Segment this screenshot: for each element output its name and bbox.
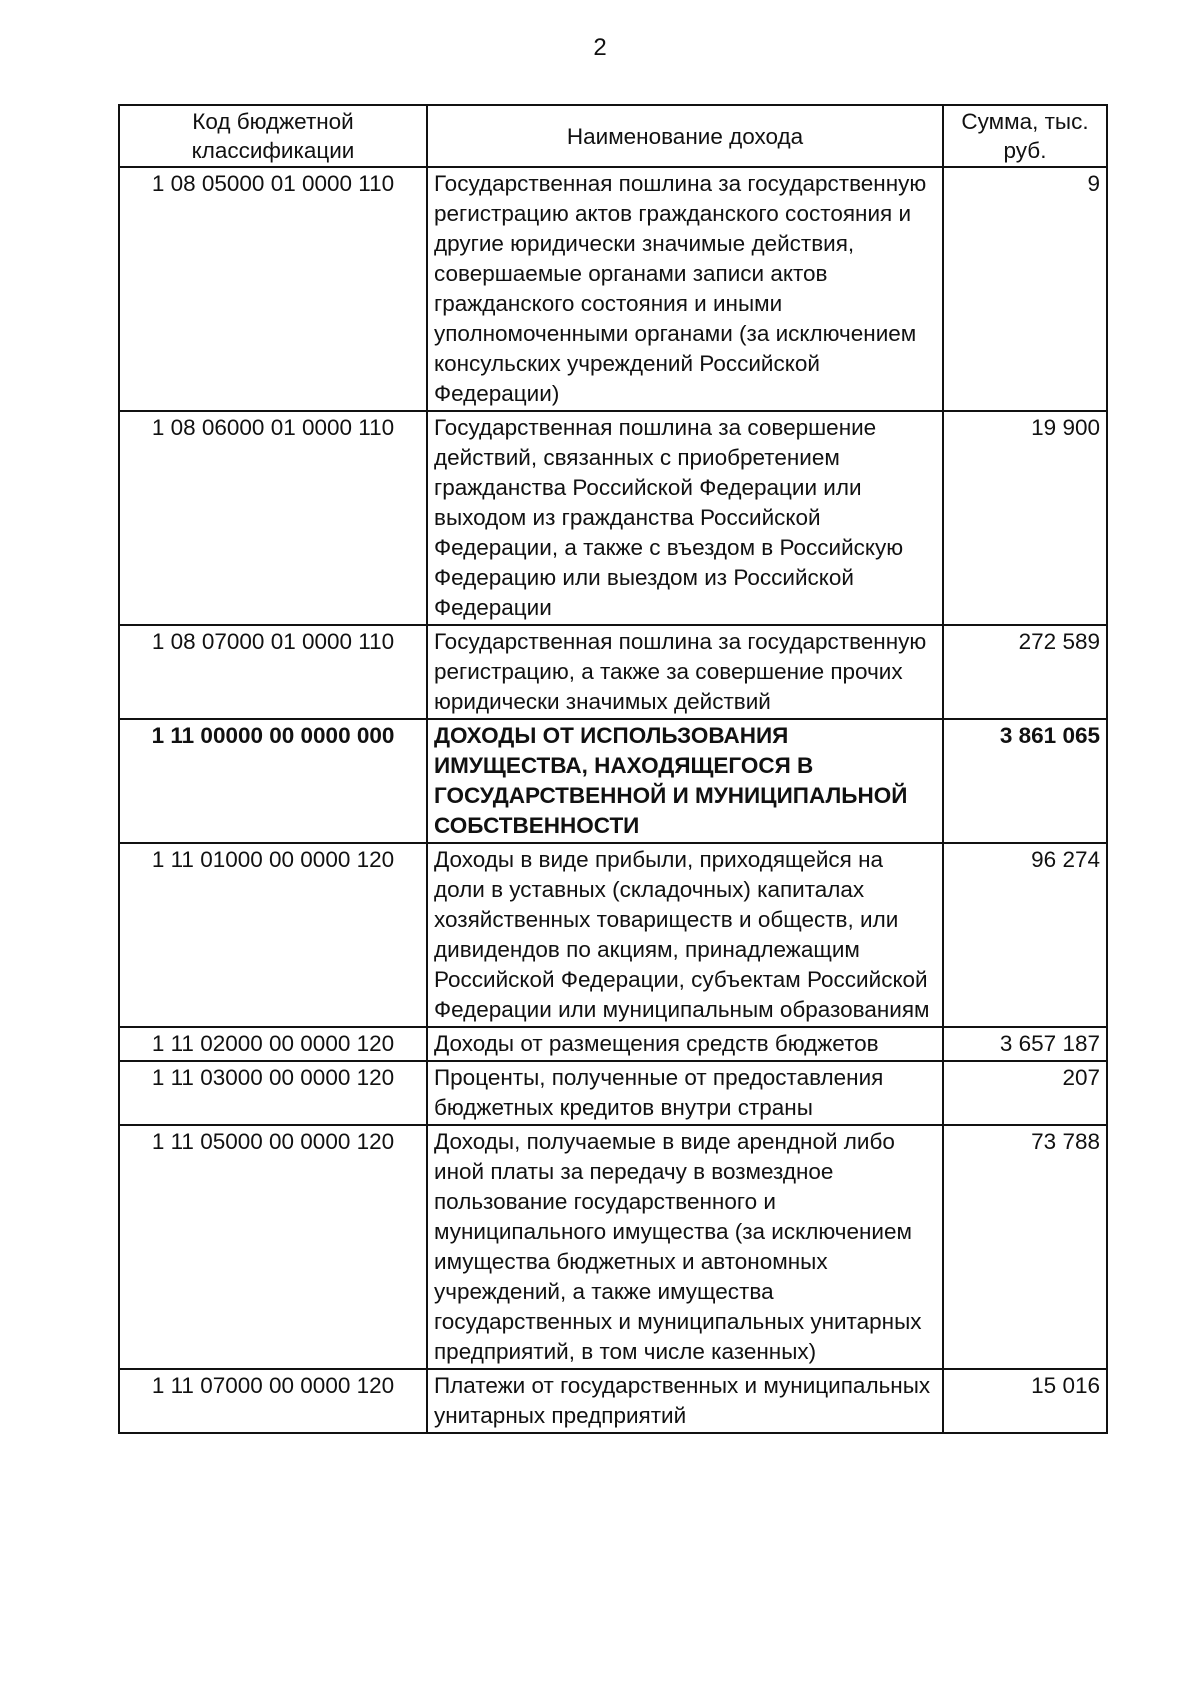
sum-cell: 96 274 — [943, 843, 1107, 1027]
code-cell: 1 11 00000 00 0000 000 — [119, 719, 427, 843]
table-row — [119, 1027, 1107, 1061]
sum-cell: 207 — [943, 1061, 1107, 1125]
name-cell: Государственная пошлина за государственную регистрацию актов гражданского состояния и другие юридически значимые действия, совершаемые органами записи актов гражданского состояния и иными уполномоченными органами (за исключением консульских учреждений Российской Федерации) — [427, 167, 943, 411]
page-number: 2 — [593, 34, 607, 61]
header-name: Наименование дохода — [427, 105, 943, 167]
table-body — [119, 167, 1107, 1433]
name-cell: Государственная пошлина за государственную регистрацию, а также за совершение прочих юридически значимых действий — [427, 625, 943, 719]
sum-cell: 3 861 065 — [943, 719, 1107, 843]
header-sum: Сумма, тыс. руб. — [943, 105, 1107, 167]
table-row — [119, 719, 1107, 843]
table-row — [119, 1369, 1107, 1433]
sum-cell: 73 788 — [943, 1125, 1107, 1369]
sum-cell: 3 657 187 — [943, 1027, 1107, 1061]
name-cell: Платежи от государственных и муниципальных унитарных предприятий — [427, 1369, 943, 1433]
table-row — [119, 843, 1107, 1027]
name-cell: Доходы, получаемые в виде арендной либо иной платы за передачу в возмездное пользование государственного и муниципального имущества (за исключением имущества бюджетных и автономных учреждений, а также имущества государственных и муниципальных унитарных предприятий, в том числе казенных) — [427, 1125, 943, 1369]
code-cell: 1 11 05000 00 0000 120 — [119, 1125, 427, 1369]
name-cell: ДОХОДЫ ОТ ИСПОЛЬЗОВАНИЯ ИМУЩЕСТВА, НАХОДЯЩЕГОСЯ В ГОСУДАРСТВЕННОЙ И МУНИЦИПАЛЬНОЙ СОБСТВЕННОСТИ — [427, 719, 943, 843]
code-cell: 1 08 06000 01 0000 110 — [119, 411, 427, 625]
table-row — [119, 411, 1107, 625]
table-row — [119, 167, 1107, 411]
name-cell: Государственная пошлина за совершение действий, связанных с приобретением гражданства Российской Федерации или выходом из гражданства Российской Федерации, а также с въездом в Российскую Федерацию или выездом из Российской Федерации — [427, 411, 943, 625]
code-cell: 1 11 07000 00 0000 120 — [119, 1369, 427, 1433]
table-row — [119, 625, 1107, 719]
sum-cell: 9 — [943, 167, 1107, 411]
table-row — [119, 1125, 1107, 1369]
name-cell: Доходы от размещения средств бюджетов — [427, 1027, 943, 1061]
sum-cell: 272 589 — [943, 625, 1107, 719]
sum-cell: 19 900 — [943, 411, 1107, 625]
code-cell: 1 08 05000 01 0000 110 — [119, 167, 427, 411]
table-row — [119, 1061, 1107, 1125]
name-cell: Проценты, полученные от предоставления бюджетных кредитов внутри страны — [427, 1061, 943, 1125]
code-cell: 1 11 03000 00 0000 120 — [119, 1061, 427, 1125]
code-cell: 1 11 01000 00 0000 120 — [119, 843, 427, 1027]
code-cell: 1 08 07000 01 0000 110 — [119, 625, 427, 719]
revenue-table — [118, 104, 1108, 1434]
table-header-row — [119, 105, 1107, 167]
code-cell: 1 11 02000 00 0000 120 — [119, 1027, 427, 1061]
header-code: Код бюджетной классификации — [119, 105, 427, 167]
name-cell: Доходы в виде прибыли, приходящейся на доли в уставных (складочных) капиталах хозяйственных товариществ и обществ, или дивидендов по акциям, принадлежащим Российской Федерации, субъектам Российской Федерации или муниципальным образованиям — [427, 843, 943, 1027]
sum-cell: 15 016 — [943, 1369, 1107, 1433]
